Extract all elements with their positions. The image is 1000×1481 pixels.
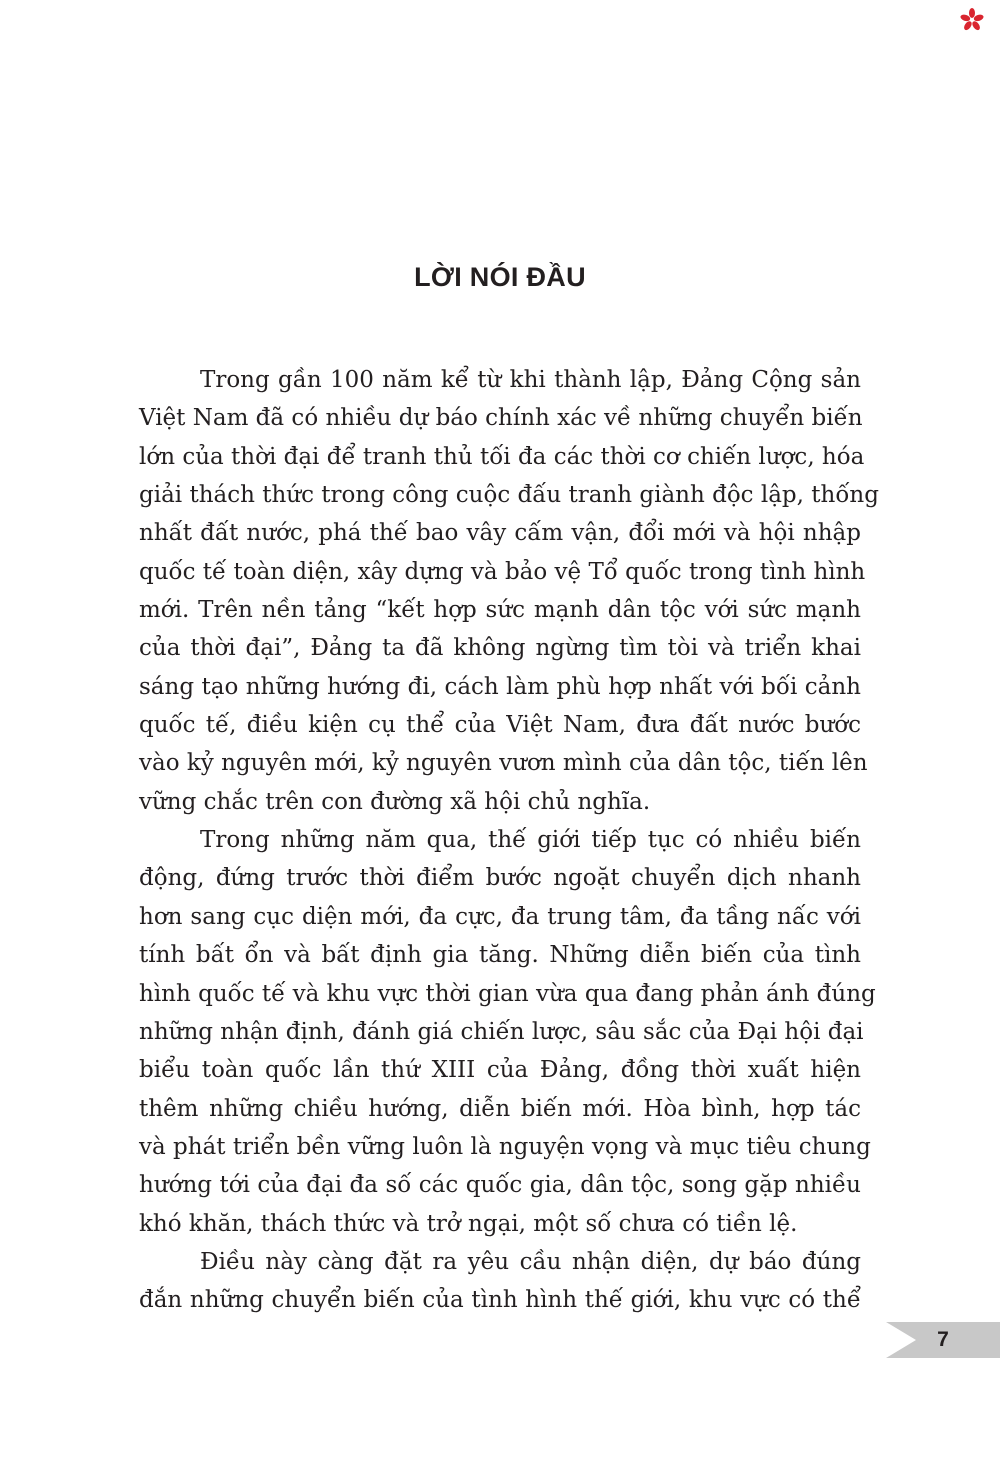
text-line: Trong gần 100 năm kể từ khi thành lập, Đảng Cộng sản <box>200 367 861 393</box>
text-line: thêm những chiều hướng, diễn biến mới. Hòa bình, hợp tác <box>139 1095 861 1122</box>
paragraph <box>139 821 876 1243</box>
text-line: khó khăn, thách thức và trở ngại, một số chưa có tiền lệ. <box>139 1210 798 1237</box>
text-line: và phát triển bền vững luôn là nguyện vọng và mục tiêu chung <box>139 1133 871 1160</box>
publisher-logo-icon <box>960 8 984 32</box>
text-line: Trong những năm qua, thế giới tiếp tục có nhiều biến <box>200 827 861 854</box>
paragraph <box>139 361 879 821</box>
text-line: đắn những chuyển biến của tình hình thế giới, khu vực có thể <box>139 1287 861 1314</box>
text-line: tính bất ổn và bất định gia tăng. Những diễn biến của tình <box>139 942 861 969</box>
text-line: nhất đất nước, phá thế bao vây cấm vận, đổi mới và hội nhập <box>139 520 861 547</box>
text-line: lớn của thời đại để tranh thủ tối đa các thời cơ chiến lược, hóa <box>139 443 865 470</box>
text-line: Điều này càng đặt ra yêu cầu nhận diện, dự báo đúng <box>200 1248 861 1275</box>
text-line: hình quốc tế và khu vực thời gian vừa qua đang phản ánh đúng <box>139 980 876 1007</box>
page-title: LỜI NÓI ĐẦU <box>414 262 586 292</box>
text-line: những nhận định, đánh giá chiến lược, sâu sắc của Đại hội đại <box>139 1018 864 1045</box>
text-line: quốc tế toàn diện, xây dựng và bảo vệ Tổ quốc trong tình hình <box>139 558 866 585</box>
text-line: biểu toàn quốc lần thứ XIII của Đảng, đồng thời xuất hiện <box>139 1057 861 1084</box>
text-line: giải thách thức trong công cuộc đấu tranh giành độc lập, thống <box>139 482 879 509</box>
text-line: hướng tới của đại đa số các quốc gia, dân tộc, song gặp nhiều <box>139 1172 861 1199</box>
text-line: hơn sang cục diện mới, đa cực, đa trung tâm, đa tầng nấc với <box>139 903 861 930</box>
text-line: động, đứng trước thời điểm bước ngoặt chuyển dịch nhanh <box>139 865 861 892</box>
text-line: sáng tạo những hướng đi, cách làm phù hợp nhất với bối cảnh <box>139 673 861 700</box>
paragraph <box>139 1243 861 1320</box>
page-number: 7 <box>937 1328 949 1351</box>
text-line: của thời đại”, Đảng ta đã không ngừng tìm tòi và triển khai <box>139 635 861 662</box>
text-line: vào kỷ nguyên mới, kỷ nguyên vươn mình của dân tộc, tiến lên <box>139 750 868 777</box>
body-text <box>139 361 879 1320</box>
text-line: quốc tế, điều kiện cụ thể của Việt Nam, đưa đất nước bước <box>139 712 861 739</box>
text-line: vững chắc trên con đường xã hội chủ nghĩa. <box>139 788 651 815</box>
text-line: Việt Nam đã có nhiều dự báo chính xác về những chuyển biến <box>139 405 863 432</box>
text-line: mới. Trên nền tảng “kết hợp sức mạnh dân tộc với sức mạnh <box>139 597 861 624</box>
